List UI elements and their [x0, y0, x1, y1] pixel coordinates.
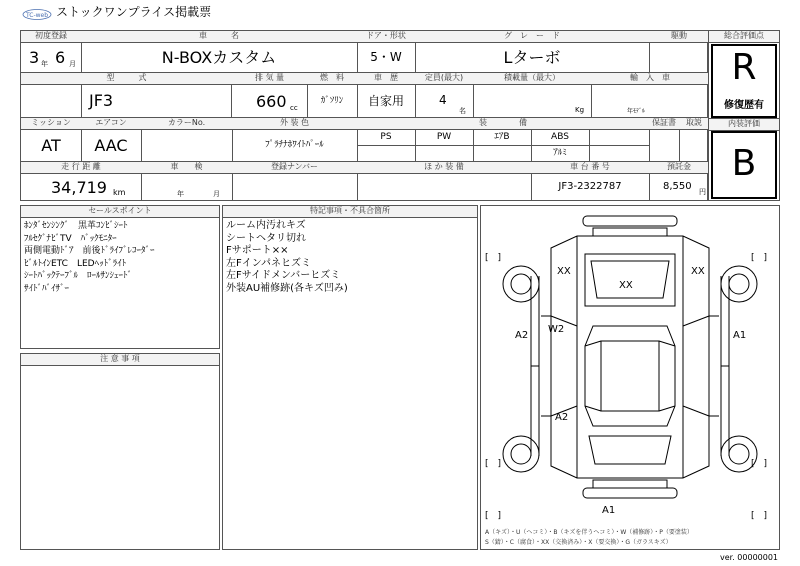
- deposit-cell: [649, 173, 709, 201]
- color-no: [141, 129, 233, 162]
- rear-bumper: [583, 488, 677, 498]
- capacity: 4: [439, 93, 447, 107]
- label-other-equipment: ほ か 装 備: [357, 162, 532, 173]
- inspection-cell: [141, 173, 233, 201]
- aircon: AAC: [81, 129, 142, 162]
- car-diagram-panel: [480, 205, 780, 550]
- special-notes-panel: [222, 205, 478, 550]
- bracket: [ ]: [751, 253, 768, 263]
- evaluation-panel: [708, 30, 780, 201]
- label-mileage: 走 行 距 離: [21, 162, 142, 173]
- label-model: 型 式: [21, 73, 233, 84]
- equip-airbag: ｴｱB: [473, 129, 532, 146]
- first-reg-month: 6: [55, 48, 66, 67]
- sales-points-list: [24, 220, 155, 295]
- interior-score: B: [711, 131, 777, 199]
- label-chassis-no: 車 台 番 号: [531, 162, 650, 173]
- label-manual: 取説: [679, 118, 709, 129]
- legend-line-1: A（キズ）・U（ヘコミ）・B（キズを伴うヘコミ）・W（補修跡）・P（要塗装）: [485, 529, 693, 536]
- label-fuel: 燃 料: [307, 73, 358, 84]
- mark-front-right: XX: [691, 266, 705, 277]
- deposit-unit: 円: [699, 188, 706, 196]
- label-car-name: 車 名: [81, 31, 358, 42]
- sales-point: ﾋﾞﾙﾄｲﾝETC LEDﾍｯﾄﾞﾗｲﾄ: [24, 258, 127, 269]
- special-note: 外装AU補修跡(各キズ凹み): [226, 282, 348, 294]
- remarks-panel: [20, 353, 220, 550]
- special-note: 左Fインパネヒズミ: [226, 257, 312, 269]
- mark-rear-left: A2: [555, 412, 569, 423]
- equip-abs: ABS: [531, 129, 590, 146]
- sales-point: ｻｲﾄﾞﾊﾞｲｻﾞｰ: [24, 283, 70, 294]
- overall-score-box: [711, 44, 777, 118]
- equip-slot-7: [415, 145, 474, 162]
- capacity-cell: [415, 84, 474, 118]
- label-color-no: カラーNo.: [141, 118, 233, 129]
- exterior-color: ﾌﾟﾗﾁﾅﾎﾜｲﾄﾊﾟｰﾙ: [232, 129, 358, 162]
- displacement-unit: cc: [290, 104, 298, 112]
- inspection-month-unit: 月: [213, 190, 220, 198]
- wheel-front-left: [503, 266, 539, 302]
- label-special-notes: 特記事項・不具合箇所: [223, 206, 477, 218]
- first-reg-year-unit: 年: [41, 60, 48, 68]
- mileage: 34,719: [51, 178, 107, 197]
- label-equipment: 装 備: [357, 118, 650, 129]
- mission: AT: [21, 129, 82, 162]
- page-title: ストックワンプライス掲載票: [56, 5, 212, 19]
- label-warranty: 保証書: [649, 118, 680, 129]
- fuel: ｶﾞｿﾘﾝ: [307, 84, 358, 118]
- label-grade: グ レ ー ド: [415, 31, 650, 42]
- displacement-cell: [232, 84, 308, 118]
- special-notes-list: [226, 220, 348, 295]
- label-sales-points: セールスポイント: [21, 206, 219, 218]
- equip-alloy: ｱﾙﾐ: [531, 145, 590, 162]
- special-note: 左Fサイドメンバーヒズミ: [226, 270, 341, 281]
- label-first-reg: 初度登録: [21, 31, 82, 42]
- equip-slot-5: [589, 129, 649, 146]
- import-cell: [591, 84, 709, 118]
- label-remarks: 注 意 事 項: [21, 354, 219, 366]
- sales-point: 両側電動ﾄﾞｱ 前後ﾄﾞﾗｲﾌﾞﾚｺｰﾀﾞｰ: [24, 246, 155, 256]
- load-unit: Kg: [575, 106, 585, 114]
- bracket: [ ]: [751, 511, 768, 521]
- label-capacity: 定員(最大): [415, 73, 474, 84]
- label-import: 輸 入 車: [591, 73, 709, 84]
- history: 自家用: [357, 84, 416, 118]
- label-inspection: 車 検: [141, 162, 233, 173]
- legend-line-2: S（錆）・C（腐食）・XX（交換済み）・X（要交換）・G（ガラスキズ）: [485, 539, 672, 546]
- inspection-year-unit: 年: [177, 190, 184, 198]
- equip-slot-6: [357, 145, 416, 162]
- mileage-cell: [21, 173, 142, 201]
- label-interior-eval: 内装評価: [709, 118, 779, 131]
- displacement: 660: [256, 92, 287, 111]
- wheel-rear-left: [503, 436, 539, 472]
- import-unit: 年ﾓﾃﾞﾙ: [627, 108, 646, 115]
- special-note: Fサポート××: [226, 245, 289, 256]
- equipment-grid: [357, 129, 650, 162]
- overall-score: R: [731, 47, 757, 88]
- car-diagram: [481, 206, 779, 549]
- label-displacement: 排 気 量: [232, 73, 308, 84]
- logo: [22, 5, 52, 19]
- mileage-unit: km: [113, 188, 126, 197]
- bracket: [ ]: [751, 459, 768, 469]
- mark-left-side: A2: [515, 330, 529, 341]
- vehicle-info-table: [20, 30, 708, 201]
- label-load: 積載量（最大）: [473, 73, 592, 84]
- label-aircon: エアコン: [81, 118, 142, 129]
- mark-hood: XX: [619, 280, 633, 291]
- overall-note: 修復歴有: [724, 100, 764, 111]
- first-reg-year: 3: [29, 48, 40, 67]
- grade: Lターボ: [415, 42, 650, 73]
- label-overall-eval: 総合評価点: [709, 31, 779, 43]
- sales-point: ｼｰﾄﾊﾞｯｸﾃｰﾌﾞﾙ ﾛｰﾙｻﾝｼｪｰﾄﾞ: [24, 271, 133, 281]
- mark-rear-bumper: A1: [602, 505, 616, 516]
- label-exterior-color: 外 装 色: [232, 118, 358, 129]
- bracket: [ ]: [485, 459, 502, 469]
- first-reg-cell: [21, 42, 82, 73]
- special-note: ルーム内汚れキズ: [226, 220, 306, 231]
- body-outline: [551, 236, 709, 478]
- logo-text: TC-web: [25, 12, 49, 19]
- bracket: [ ]: [485, 511, 502, 521]
- load-cell: [473, 84, 592, 118]
- label-deposit: 預託金: [649, 162, 709, 173]
- drive: [649, 42, 709, 73]
- capacity-unit: 名: [459, 107, 466, 115]
- equip-pw: PW: [415, 129, 474, 146]
- sales-point: ﾎﾝﾀﾞｾﾝｼﾝｸﾞ 黒革ｺﾝﾋﾞｼｰﾄ: [24, 221, 128, 231]
- sales-point: ﾌﾙｾｸﾞﾅﾋﾞTV ﾊﾞｯｸﾓﾆﾀｰ: [24, 233, 117, 244]
- front-bumper: [583, 216, 677, 226]
- equip-ps: PS: [357, 129, 416, 146]
- door-shape: 5・W: [357, 42, 416, 73]
- label-door-shape: ドア・形状: [357, 31, 416, 42]
- version: ver. 00000001: [720, 553, 779, 562]
- label-mission: ミッション: [21, 118, 82, 129]
- deposit: 8,550: [663, 181, 692, 192]
- bracket: [ ]: [485, 253, 502, 263]
- mark-left-door: W2: [548, 324, 565, 335]
- label-reg-number: 登録ナンバー: [232, 162, 358, 173]
- model: JF3: [81, 84, 232, 118]
- special-note: シートヘタリ切れ: [226, 232, 306, 244]
- label-history: 車 歴: [357, 73, 416, 84]
- first-reg-month-unit: 月: [69, 60, 76, 68]
- sales-points-panel: [20, 205, 220, 349]
- label-drive: 駆動: [649, 31, 709, 42]
- car-name: N-BOXカスタム: [81, 42, 358, 73]
- mark-right-side: A1: [733, 330, 747, 341]
- chassis-no: JF3-2322787: [531, 173, 650, 201]
- mark-front-left: XX: [557, 266, 571, 277]
- wheel-front-right: [721, 266, 757, 302]
